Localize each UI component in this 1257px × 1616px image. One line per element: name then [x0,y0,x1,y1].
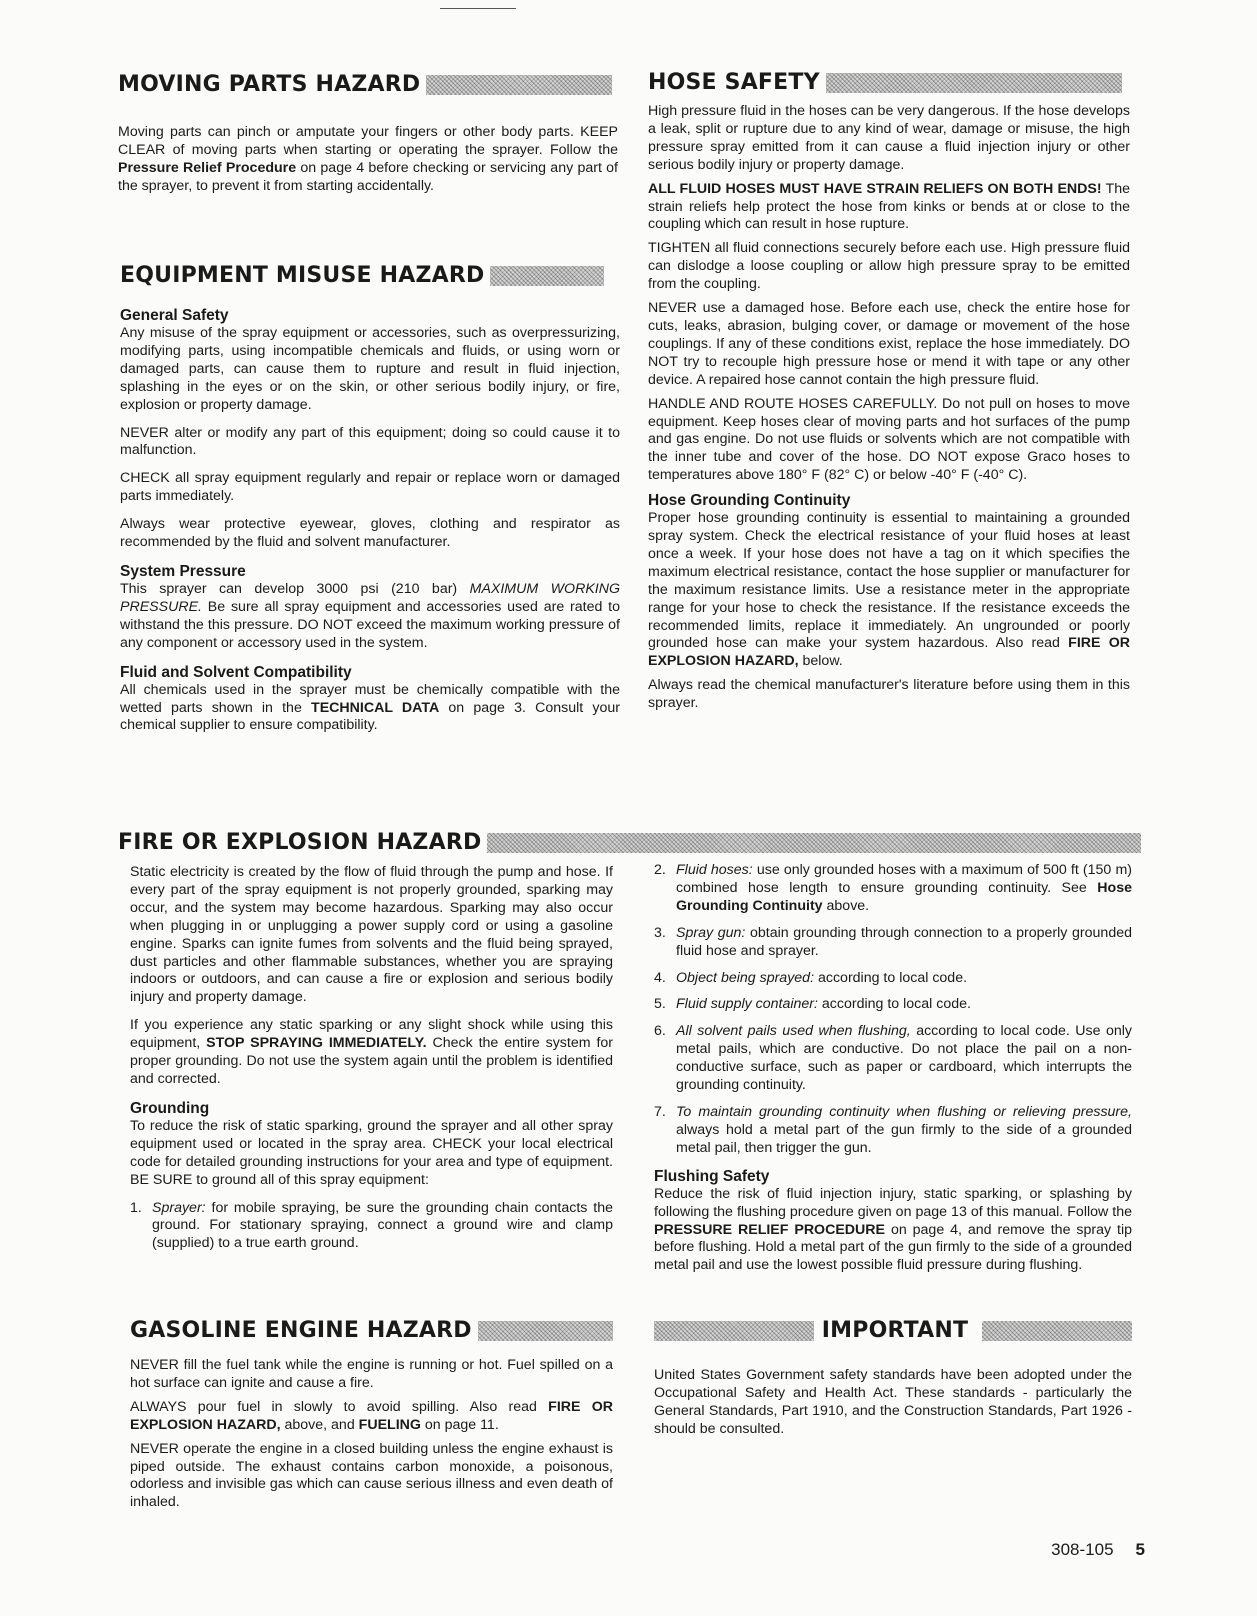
fire-left-section [130,864,613,1262]
fire-right-section [654,862,1132,1285]
document-number: 308-105 [1051,1540,1114,1559]
moving-parts-heading: MOVING PARTS HAZARD [118,72,618,97]
general-safety-p1: Any misuse of the spray equipment or accessories, such as overpressurizing, modifying parts, using incompatible chemicals and fluids, or using worn or damaged parts, can cause them to rupture and result in fluid injection, splashing in the eyes or on the skin, or other serious bodily injury, or fire, explosion or property damage. [120,325,620,413]
grounding-paragraph: To reduce the risk of static sparking, ground the sprayer and all other spray equipment used or located in the spray area. CHECK your local electrical code for detailed grounding instructions for your area and type of equipment. BE SURE to ground all of this spray equipment: [130,1117,613,1188]
general-safety-p2: NEVER alter or modify any part of this equipment; doing so could cause it to malfunction. [120,424,620,459]
equipment-misuse-heading: EQUIPMENT MISUSE HAZARD [120,263,620,288]
important-heading: IMPORTANT [654,1318,1132,1343]
list-item: 7. To maintain grounding continuity when flushing or relieving pressure, always hold a metal part of the gun firmly to the side of a grounded metal pail, then trigger the gun. [654,1103,1132,1156]
grounding-list-left [130,1200,613,1254]
hatch-band [982,1321,1132,1341]
important-section [654,1318,1132,1449]
general-safety-p4: Always wear protective eyewear, gloves, clothing and respirator as recommended by the fluid and solvent manufacturer. [120,516,620,551]
gasoline-p3: NEVER operate the engine in a closed building unless the engine exhaust is piped outside. The exhaust contains carbon monoxide, a poisonous, odorless and invisible gas which can cause serious illness and even death of inhaled. [130,1440,613,1511]
flushing-safety-title: Flushing Safety [654,1167,770,1185]
hatch-band [826,73,1122,93]
grounding-title: Grounding [130,1099,210,1117]
list-item: 4. Object being sprayed: according to local code. [654,969,968,986]
gasoline-engine-heading: GASOLINE ENGINE HAZARD [130,1318,613,1343]
hatch-band [654,1321,814,1341]
gasoline-engine-section [130,1318,613,1518]
fire-p2: If you experience any static sparking or any slight shock while using this equipment, STOP SPRAYING IMMEDIATELY. Check the entire system for proper grounding. Do not use the system again until the problem is identified and corrected. [130,1017,614,1087]
general-safety-title: General Safety [120,307,229,324]
hatch-band [426,75,612,95]
hatch-band [490,266,604,286]
fire-p1: Static electricity is created by the flow of fluid through the pump and hose. If every part of the spray equipment is not properly grounded, sparking may occur, and the system may become hazardous. Sparking may also occur when plugging in or unplugging a power supply cord or using a gasoline engine. Sparks can ignite fumes from solvents and the fluid being sprayed, dust particles and other flammable substances, whether you are spraying indoors or outdoors, and can cause a fire or explosion and serious bodily injury and property damage. [130,864,613,1006]
top-rule [440,8,516,9]
hose-safety-p1: High pressure fluid in the hoses can be very dangerous. If the hose develops a leak, split or rupture due to any kind of wear, damage or misuse, the high pressure spray emitted from it can cause a fluid injection injury or other serious bodily injury or property damage. [648,103,1130,173]
hose-safety-p2: ALL FLUID HOSES MUST HAVE STRAIN RELIEFS ON BOTH ENDS! The strain reliefs help protect the hose from kinks or bends at or close to the coupling which can result in hose rupture. [648,180,1130,233]
list-item: 5. Fluid supply container: according to local code. [654,996,971,1013]
hose-safety-section [648,70,1130,719]
hose-grounding-title: Hose Grounding Continuity [648,492,851,510]
moving-parts-paragraph: Moving parts can pinch or amputate your fingers or other body parts. KEEP CLEAR of moving parts when starting or operating the sprayer. Follow the Pressure Relief Procedure on page 4 before checking or servicing any part of the sprayer, to prevent it from starting accidentally. [118,124,618,194]
hose-safety-p5: HANDLE AND ROUTE HOSES CAREFULLY. Do not pull on hoses to move equipment. Keep hoses clear of moving parts and hot surfaces of the pump and gas engine. Do not use fluids or solvents which are not compatible with the inner tube and cover of the hose. DO NOT expose Graco hoses to temperatures above 180° F (82° C) or below -40° F (-40° C). [648,395,1130,484]
list-item: 1. Sprayer: for mobile spraying, be sure the grounding chain contacts the ground. For stationary spraying, connect a ground wire and clamp (supplied) to a true earth ground. [130,1199,613,1252]
hose-safety-p3: TIGHTEN all fluid connections securely before each use. High pressure fluid can dislodge a loose coupling or allow high pressure spray to be emitted from the coupling. [648,240,1130,293]
flushing-safety-paragraph: Reduce the risk of fluid injection injury, static sparking, or splashing by following the flushing procedure given on page 13 of this manual. Follow the PRESSURE RELIEF PROCEDURE on page 4, and remove the spray tip before flushing. Hold a metal part of the gun firmly to the side of a grounded metal pail and use the lowest possible fluid pressure during flushing. [654,1185,1132,1274]
gasoline-p2: ALWAYS pour fuel in slowly to avoid spilling. Also read FIRE OR EXPLOSION HAZARD, above, and FUELING on page 11. [130,1398,613,1433]
compatibility-title: Fluid and Solvent Compatibility [120,663,352,681]
general-safety-p3: CHECK all spray equipment regularly and repair or replace worn or damaged parts immediately. [120,470,620,505]
grounding-list-right [654,862,1132,1158]
system-pressure-paragraph: This sprayer can develop 3000 psi (210 bar) MAXIMUM WORKING PRESSURE. Be sure all spray equipment and accessories used are rated to withstand the this pressure. DO NOT exceed the maximum working pressure of any component or accessory used in the system. [120,580,621,651]
hose-safety-heading: HOSE SAFETY [648,70,1130,95]
list-item: 2. Fluid hoses: use only grounded hoses with a maximum of 500 ft (150 m) combined hose length to ensure grounding continuity. See Hose Grounding Continuity above. [654,862,1132,914]
system-pressure-title: System Pressure [120,562,246,580]
list-item: 3. Spray gun: obtain grounding through connection to a properly grounded fluid hose and sprayer. [654,924,1132,959]
moving-parts-section [118,72,618,206]
hose-safety-p6: Always read the chemical manufacturer's literature before using them in this sprayer. [648,677,1130,712]
gasoline-p1: NEVER fill the fuel tank while the engine is running or hot. Fuel spilled on a hot surface can ignite and cause a fire. [130,1357,613,1391]
page-footer [1051,1540,1145,1560]
hatch-band [478,1321,613,1341]
hose-safety-p4: NEVER use a damaged hose. Before each use, check the entire hose for cuts, leaks, abrasion, bulging cover, or damage or movement of the hose couplings. If any of these conditions exist, replace the hose immediately. DO NOT try to recouple high pressure hose or mend it with tape or any other device. A repaired hose cannot contain the high pressure fluid. [648,300,1130,388]
hose-grounding-paragraph: Proper hose grounding continuity is essential to maintaining a grounded spray system. Check the electrical resistance of your fluid hoses at least once a week. If your hose does not have a tag on it which specifies the maximum electrical resistance, contact the hose supplier or manufacturer for the maximum resistance limits. Use a resistance meter in the appropriate range for your hose to check the resistance. If the resistance exceeds the recommended limits, replace it immediately. An ungrounded or poorly grounded hose can make your system hazardous. Also read FIRE OR EXPLOSION HAZARD, below. [648,510,1130,670]
important-paragraph: United States Government safety standards have been adopted under the Occupational Safety and Health Act. These standards - particularly the General Standards, Part 1910, and the Construction Standards, Part 1926 - should be consulted. [654,1367,1132,1437]
list-item: 6. All solvent pails used when flushing, according to local code. Use only metal pails, which are conductive. Do not place the pail on a non-conductive surface, such as paper or cardboard, which interrupts the grounding continuity. [654,1023,1132,1094]
fire-explosion-heading: FIRE OR EXPLOSION HAZARD [118,830,1141,855]
equipment-misuse-section [120,263,620,745]
compatibility-paragraph: All chemicals used in the sprayer must be chemically compatible with the wetted parts shown in the TECHNICAL DATA on page 3. Consult your chemical supplier to ensure compatibility. [120,681,620,734]
page-number: 5 [1135,1540,1145,1559]
hatch-band [487,833,1141,853]
